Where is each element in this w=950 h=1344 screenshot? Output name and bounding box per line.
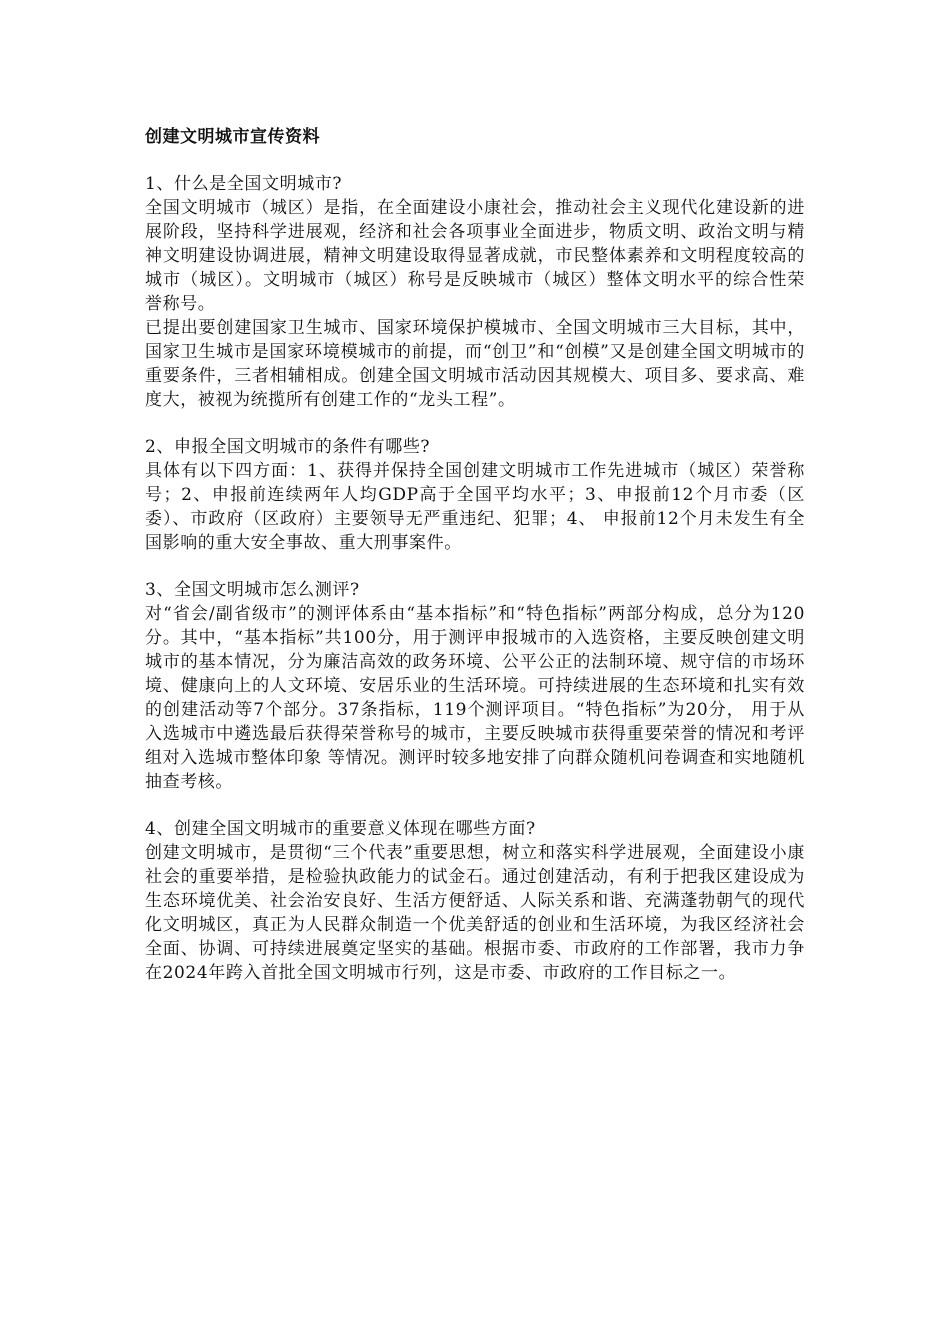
section-paragraph: 对“省会/副省级市”的测评体系由“基本指标”和“特色指标”两部分构成，总分为120分。其中，“基本指标”共100分，用于测评申报城市的入选资格，主要反映创建文明城市的基本情况，分为廉洁高效的政务环境、公平公正的法制环境、规守信的市场环境、健康向上的人文环境、安居乐业的生活环境。可持续进展的生态环境和扎实有效的创建活动等7个部分。37条指标，119个测评项目。“特色指标”为20分， 用于从入选城市中遴选最后获得荣誉称号的城市，主要反映城市获得重要荣誉的情况和考评组对入选城市整体印象 等情况。测评时较多地安排了向群众随机问卷调查和实地随机抽查考核。 (145, 604, 805, 792)
section-question: 1、什么是全国文明城市? (145, 174, 343, 194)
section-paragraph: 已提出要创建国家卫生城市、国家环境保护模城市、全国文明城市三大目标，其中，国家卫生城市是国家环境模城市的前提，而“创卫”和“创模”又是创建全国文明城市的重要条件，三者相辅相成。创建全国文明城市活动因其规模大、项目多、要求高、难度大，被视为统揽所有创建工作的“龙头工程”。 (145, 318, 805, 410)
section-what-is-civilized-city (145, 172, 805, 412)
document-title: 创建文明城市宣传资料 (145, 127, 320, 147)
section-question: 4、创建全国文明城市的重要意义体现在哪些方面? (145, 819, 536, 839)
section-question: 2、申报全国文明城市的条件有哪些? (145, 437, 431, 457)
section-paragraph: 具体有以下四方面：1、获得并保持全国创建文明城市工作先进城市（城区）荣誉称号；2、申报前连续两年人均GDP高于全国平均水平；3、申报前12个月市委（区委）、市政府（区政府）主要领导无严重违纪、犯罪；4、 申报前12个月未发生有全国影响的重大安全事故、重大刑事案件。 (145, 461, 805, 553)
section-paragraph: 创建文明城市，是贯彻“三个代表”重要思想，树立和落实科学进展观，全面建设小康社会的重要举措，是检验执政能力的试金石。通过创建活动，有利于把我区建设成为生态环境优美、社会治安良好、生活方便舒适、人际关系和谐、充满蓬勃朝气的现代化文明城区，真正为人民群众制造一个优美舒适的创业和生活环境，为我区经济社会全面、协调、可持续进展奠定坚实的基础。根据市委、市政府的工作部署，我市力争在2024年跨入首批全国文明城市行列，这是市委、市政府的工作目标之一。 (145, 843, 805, 983)
section-paragraph: 全国文明城市（城区）是指，在全面建设小康社会，推动社会主义现代化建设新的进展阶段，坚持科学进展观，经济和社会各项事业全面进步，物质文明、政治文明与精神文明建设协调进展，精神文明建设取得显著成就，市民整体素养和文明程度较高的城市（城区）。文明城市（城区）称号是反映城市（城区）整体文明水平的综合性荣誉称号。 (145, 198, 805, 314)
document-page (145, 120, 805, 1008)
section-application-conditions (145, 435, 805, 555)
section-significance (145, 817, 805, 985)
section-question: 3、全国文明城市怎么测评? (145, 580, 360, 600)
section-evaluation-method (145, 578, 805, 794)
